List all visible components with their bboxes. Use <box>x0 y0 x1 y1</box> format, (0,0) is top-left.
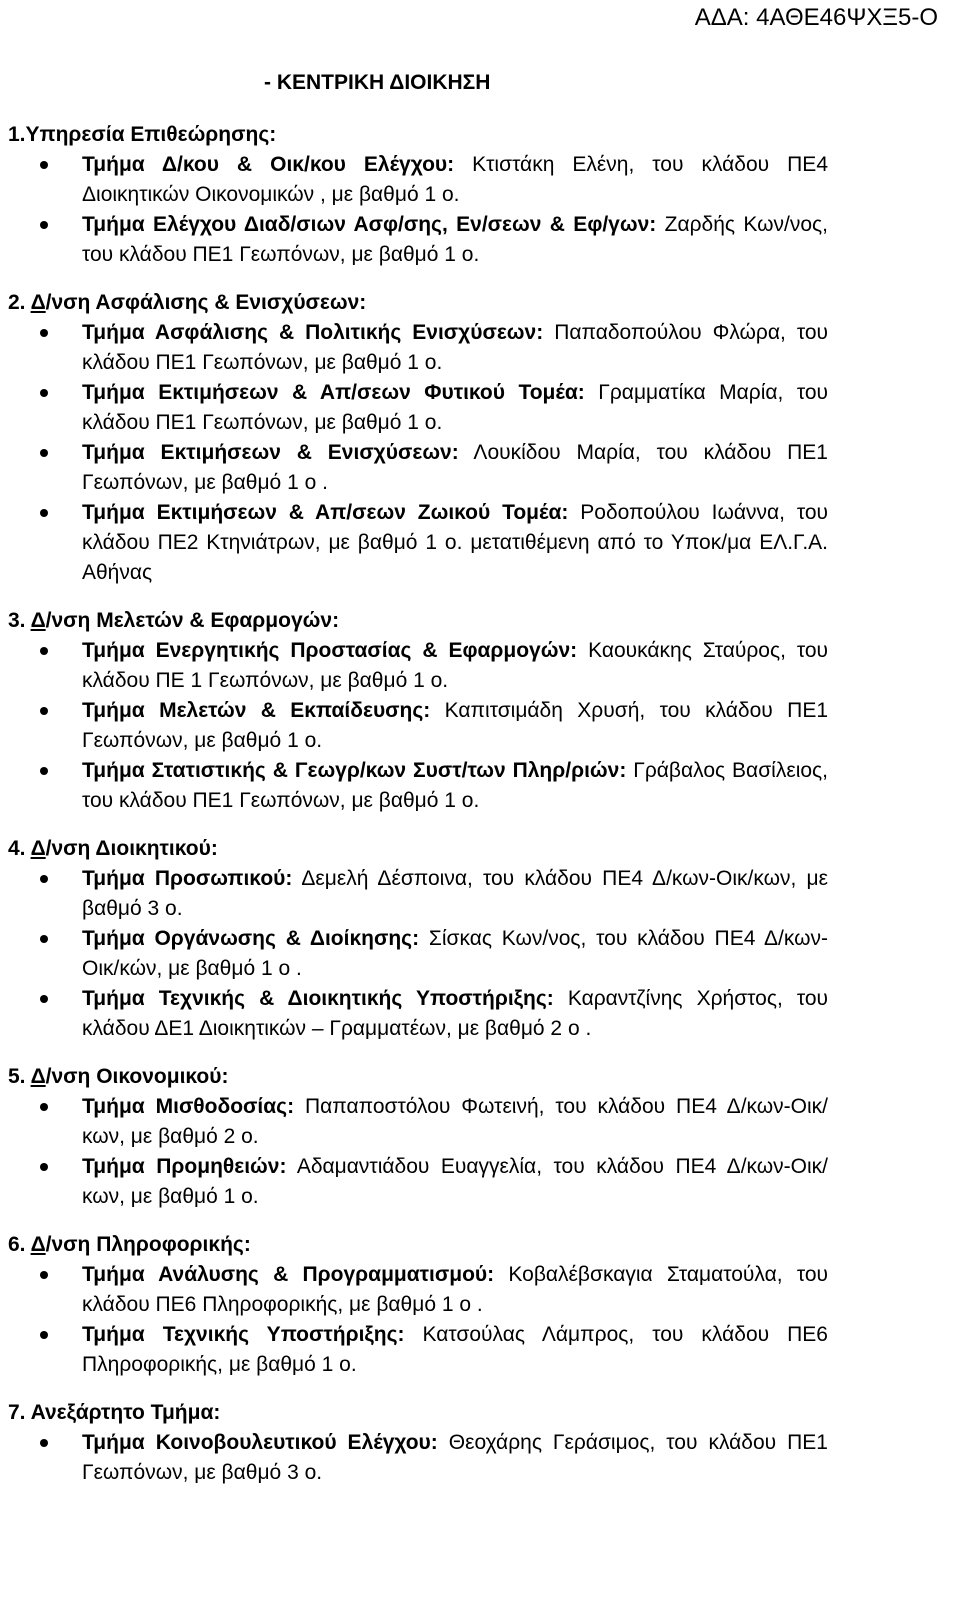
department-name: Τμήμα Ανάλυσης & Προγραμματισμού: <box>82 1263 495 1286</box>
department-list <box>8 636 828 816</box>
department-name: Τμήμα Εκτιμήσεων & Απ/σεων Ζωικού Τομέα: <box>82 501 569 524</box>
section-title-text: Υπηρεσία Επιθεώρησης: <box>25 123 277 146</box>
section-title <box>8 1062 828 1092</box>
department-name: Τμήμα Προμηθειών: <box>82 1155 287 1178</box>
section <box>8 606 828 816</box>
bullet-icon <box>40 1163 48 1171</box>
list-item <box>8 756 828 816</box>
section-title-prefix: Δ <box>30 609 46 632</box>
list-item <box>8 636 828 696</box>
section-title-prefix: Δ <box>30 1065 46 1088</box>
section-title-text: /νση Οικονομικού: <box>45 1065 229 1088</box>
bullet-icon <box>40 647 48 655</box>
section <box>8 288 828 588</box>
assignee-text: Κατσούλας Λάμπρος, του κλάδου ΠΕ6 Πληροφορικής, με βαθμό 1 ο. <box>82 1323 828 1376</box>
bullet-icon <box>40 161 48 169</box>
section-title <box>8 1230 828 1260</box>
department-name: Τμήμα Ασφάλισης & Πολιτικής Ενισχύσεων: <box>82 321 544 344</box>
section-number: 3. <box>8 609 31 632</box>
section <box>8 1062 828 1212</box>
assignee-text: Γράβαλος Βασίλειος, του κλάδου ΠΕ1 Γεωπόνων, με βαθμό 1 ο. <box>82 759 828 812</box>
bullet-icon <box>40 329 48 337</box>
department-list <box>8 1428 828 1488</box>
section-title-text: /νση Ασφάλισης & Ενισχύσεων: <box>45 291 367 314</box>
list-item <box>8 864 828 924</box>
section-number: 2. <box>8 291 31 314</box>
list-item <box>8 1152 828 1212</box>
bullet-icon <box>40 995 48 1003</box>
bullet-icon <box>40 875 48 883</box>
department-name: Τμήμα Στατιστικής & Γεωγρ/κων Συστ/των Πληρ/ριών: <box>82 759 627 782</box>
bullet-icon <box>40 935 48 943</box>
assignee-text: Δεμελή Δέσποινα, του κλάδου ΠΕ4 Δ/κων-Οικ/κων, με βαθμό 3 ο. <box>82 867 828 920</box>
list-item <box>8 438 828 498</box>
assignee-text: Αδαμαντιάδου Ευαγγελία, του κλάδου ΠΕ4 Δ/κων-Οικ/κων, με βαθμό 1 ο. <box>82 1155 829 1208</box>
department-name: Τμήμα Εκτιμήσεων & Απ/σεων Φυτικού Τομέα: <box>82 381 585 404</box>
section-title <box>8 120 828 150</box>
section-title-text: /νση Μελετών & Εφαρμογών: <box>45 609 340 632</box>
section-title <box>8 834 828 864</box>
department-name: Τμήμα Προσωπικού: <box>82 867 293 890</box>
section-title-text: /νση Πληροφορικής: <box>45 1233 251 1256</box>
department-name: Τμήμα Ενεργητικής Προστασίας & Εφαρμογών: <box>82 639 578 662</box>
bullet-icon <box>40 389 48 397</box>
assignee-text: Γραμματίκα Μαρία, του κλάδου ΠΕ1 Γεωπόνων, με βαθμό 1 ο. <box>82 381 828 434</box>
list-item <box>8 498 828 588</box>
bullet-icon <box>40 449 48 457</box>
section-number: 1. <box>8 123 26 146</box>
section-title <box>8 288 828 318</box>
list-item <box>8 1320 828 1380</box>
department-name: Τμήμα Τεχνικής Υποστήριξης: <box>82 1323 405 1346</box>
bullet-icon <box>40 1271 48 1279</box>
bullet-icon <box>40 707 48 715</box>
assignee-text: Παπαδοπούλου Φλώρα, του κλάδου ΠΕ1 Γεωπόνων, με βαθμό 1 ο. <box>82 321 828 374</box>
section <box>8 120 828 270</box>
list-item <box>8 210 828 270</box>
bullet-icon <box>40 221 48 229</box>
list-item <box>8 1260 828 1320</box>
assignee-text: Παπαποστόλου Φωτεινή, του κλάδου ΠΕ4 Δ/κων-Οικ/κων, με βαθμό 2 ο. <box>82 1095 828 1148</box>
list-item <box>8 1428 828 1488</box>
bullet-icon <box>40 767 48 775</box>
assignee-text: Καραντζίνης Χρήστος, του κλάδου ΔΕ1 Διοικητικών – Γραμματέων, με βαθμό 2 ο . <box>82 987 828 1040</box>
ada-code: ΑΔΑ: 4ΑΘΕ46ΨΧΞ5-Ο <box>694 4 938 31</box>
section-title-prefix: Δ <box>30 837 46 860</box>
list-item <box>8 984 828 1044</box>
bullet-icon <box>40 509 48 517</box>
assignee-text: Σίσκας Κων/νος, του κλάδου ΠΕ4 Δ/κων-Οικ/κών, με βαθμό 1 ο . <box>82 927 828 980</box>
document-body <box>8 120 828 1506</box>
department-name: Τμήμα Ελέγχου Διαδ/σιων Ασφ/σης, Εν/σεων & Εφ/γων: <box>82 213 657 236</box>
department-list <box>8 1092 828 1212</box>
assignee-text: Ζαρδής Κων/νος, του κλάδου ΠΕ1 Γεωπόνων, με βαθμό 1 ο. <box>82 213 828 266</box>
section-title-text: Ανεξάρτητο Τμήμα: <box>30 1401 221 1424</box>
list-item <box>8 1092 828 1152</box>
department-name: Τμήμα Δ/κου & Οικ/κου Ελέγχου: <box>82 153 455 176</box>
department-name: Τμήμα Μισθοδοσίας: <box>82 1095 295 1118</box>
department-list <box>8 318 828 588</box>
page-title: - ΚΕΝΤΡΙΚΗ ΔΙΟΙΚΗΣΗ <box>264 71 491 94</box>
list-item <box>8 378 828 438</box>
list-item <box>8 696 828 756</box>
section-title <box>8 1398 828 1428</box>
section-number: 4. <box>8 837 31 860</box>
assignee-text: Ροδοπούλου Ιωάννα, του κλάδου ΠΕ2 Κτηνιάτρων, με βαθμό 1 ο. μετατιθέμενη από το Υποκ/μα ΕΛ.Γ.Α. Αθήνας <box>82 501 828 584</box>
assignee-text: Καουκάκης Σταύρος, του κλάδου ΠΕ 1 Γεωπόνων, με βαθμό 1 ο. <box>82 639 829 692</box>
section-number: 6. <box>8 1233 31 1256</box>
department-name: Τμήμα Οργάνωσης & Διοίκησης: <box>82 927 420 950</box>
section <box>8 1230 828 1380</box>
section-title-prefix: Δ <box>30 1233 46 1256</box>
assignee-text: Θεοχάρης Γεράσιμος, του κλάδου ΠΕ1 Γεωπόνων, με βαθμό 3 ο. <box>82 1431 828 1484</box>
assignee-text: Καπιτσιμάδη Χρυσή, του κλάδου ΠΕ1 Γεωπόνων, με βαθμό 1 ο. <box>82 699 828 752</box>
assignee-text: Κοβαλέβσκαγια Σταματούλα, του κλάδου ΠΕ6 Πληροφορικής, με βαθμό 1 ο . <box>82 1263 828 1316</box>
section-title <box>8 606 828 636</box>
department-name: Τμήμα Μελετών & Εκπαίδευσης: <box>82 699 431 722</box>
assignee-text: Λουκίδου Μαρία, του κλάδου ΠΕ1 Γεωπόνων, με βαθμό 1 ο . <box>82 441 828 494</box>
list-item <box>8 150 828 210</box>
bullet-icon <box>40 1331 48 1339</box>
department-list <box>8 864 828 1044</box>
bullet-icon <box>40 1439 48 1447</box>
list-item <box>8 318 828 378</box>
section-title-prefix: Δ <box>30 291 46 314</box>
department-name: Τμήμα Κοινοβουλευτικού Ελέγχου: <box>82 1431 438 1454</box>
department-name: Τμήμα Εκτιμήσεων & Ενισχύσεων: <box>82 441 459 464</box>
section-number: 7. <box>8 1401 31 1424</box>
section-number: 5. <box>8 1065 31 1088</box>
section <box>8 834 828 1044</box>
section-title-text: /νση Διοικητικού: <box>45 837 218 860</box>
bullet-icon <box>40 1103 48 1111</box>
list-item <box>8 924 828 984</box>
department-name: Τμήμα Τεχνικής & Διοικητικής Υποστήριξης: <box>82 987 554 1010</box>
assignee-text: Κτιστάκη Ελένη, του κλάδου ΠΕ4 Διοικητικών Οικονομικών , με βαθμό 1 ο. <box>82 153 828 206</box>
section <box>8 1398 828 1488</box>
department-list <box>8 1260 828 1380</box>
department-list <box>8 150 828 270</box>
